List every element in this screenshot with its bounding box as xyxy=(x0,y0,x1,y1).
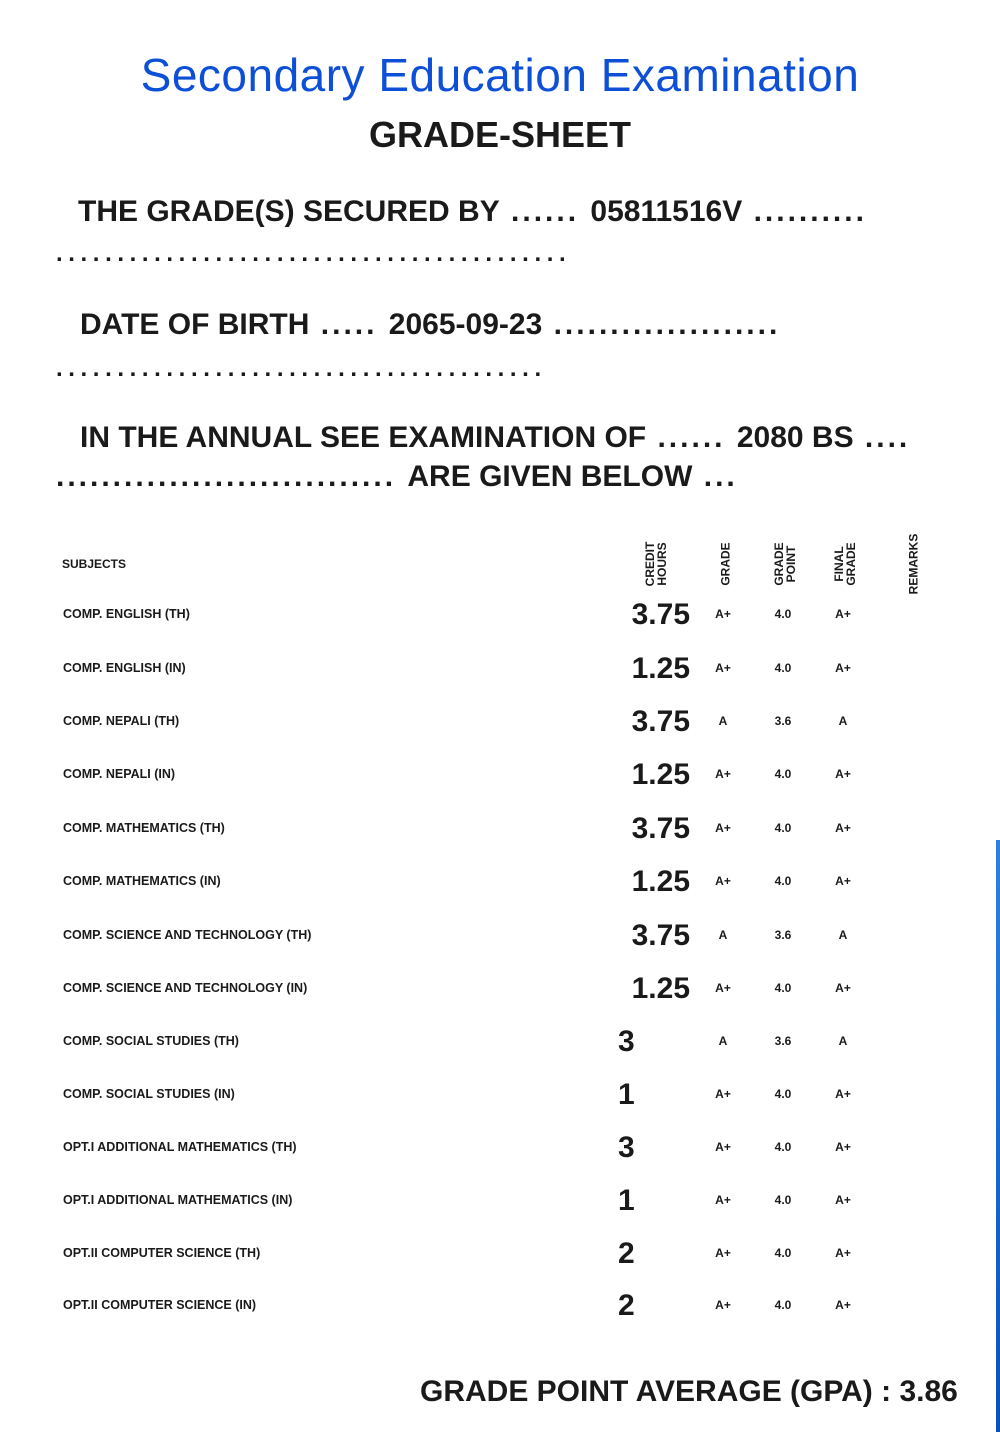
dob-label: DATE OF BIRTH xyxy=(80,308,310,341)
grade-point: 4.0 xyxy=(774,1298,792,1312)
subject-name: OPT.I ADDITIONAL MATHEMATICS (IN) xyxy=(63,1193,293,1207)
header-subjects: SUBJECTS xyxy=(62,557,127,571)
table-row xyxy=(0,702,1000,742)
subject-name: COMP. SCIENCE AND TECHNOLOGY (IN) xyxy=(63,981,308,995)
table-row xyxy=(0,755,1000,795)
header-remarks: REMARKS xyxy=(906,533,921,595)
grade: A+ xyxy=(715,767,731,781)
secured-by-label: THE GRADE(S) SECURED BY xyxy=(78,195,500,228)
grade: A+ xyxy=(715,1246,731,1260)
grade-point: 4.0 xyxy=(774,767,792,781)
table-row xyxy=(0,969,1000,1009)
grade: A xyxy=(718,714,728,728)
grade: A+ xyxy=(715,981,731,995)
final-grade: A+ xyxy=(835,981,851,995)
table-row xyxy=(0,1022,1000,1062)
final-grade: A+ xyxy=(835,1298,851,1312)
grade: A+ xyxy=(715,607,731,621)
table-row xyxy=(0,916,1000,956)
credit-hours: 3.75 xyxy=(631,812,690,845)
final-grade: A+ xyxy=(835,661,851,675)
exam-label: IN THE ANNUAL SEE EXAMINATION OF xyxy=(80,421,647,454)
final-grade: A xyxy=(838,928,848,942)
grade-point: 3.6 xyxy=(774,928,792,942)
subject-name: OPT.I ADDITIONAL MATHEMATICS (TH) xyxy=(63,1140,297,1154)
table-row xyxy=(0,809,1000,849)
gpa-line xyxy=(420,1375,958,1409)
credit-hours: 1.25 xyxy=(631,652,690,685)
subject-name: COMP. MATHEMATICS (TH) xyxy=(63,821,225,835)
grade: A xyxy=(718,1034,728,1048)
page-subtitle: GRADE-SHEET xyxy=(368,114,632,155)
grade-point: 4.0 xyxy=(774,607,792,621)
grade-point: 4.0 xyxy=(774,1246,792,1260)
final-grade: A+ xyxy=(835,1193,851,1207)
grade-point: 4.0 xyxy=(774,1140,792,1154)
dob-value: 2065-09-23 xyxy=(388,308,543,341)
final-grade: A xyxy=(838,1034,848,1048)
credit-hours: 3.75 xyxy=(631,598,690,631)
subject-name: COMP. SOCIAL STUDIES (TH) xyxy=(63,1034,239,1048)
final-grade: A+ xyxy=(835,1140,851,1154)
grade: A+ xyxy=(715,1298,731,1312)
table-row xyxy=(0,1128,1000,1168)
exam-line: IN THE ANNUAL SEE EXAMINATION OF ...... 2080 BS .... xyxy=(80,421,911,454)
dot-filler: ........................................ xyxy=(56,355,547,382)
exam-tail-line: .............................. ARE GIVEN BELOW ... xyxy=(56,460,738,493)
credit-hours: 2 xyxy=(618,1289,635,1322)
final-grade: A+ xyxy=(835,1246,851,1260)
credit-hours: 1.25 xyxy=(631,865,690,898)
final-grade: A+ xyxy=(835,874,851,888)
symbol-number: 05811516V xyxy=(590,195,743,228)
grade-point: 4.0 xyxy=(774,1087,792,1101)
credit-hours: 1 xyxy=(618,1184,635,1217)
credit-hours: 1.25 xyxy=(631,972,690,1005)
table-row xyxy=(0,649,1000,689)
subject-name: COMP. ENGLISH (IN) xyxy=(63,661,186,675)
grade: A+ xyxy=(715,1193,731,1207)
grade: A+ xyxy=(715,1140,731,1154)
subject-name: COMP. SOCIAL STUDIES (IN) xyxy=(63,1087,235,1101)
table-row xyxy=(0,1234,1000,1274)
grade: A+ xyxy=(715,874,731,888)
final-grade: A+ xyxy=(835,767,851,781)
header-grade: GRADE xyxy=(719,542,733,586)
subject-name: OPT.II COMPUTER SCIENCE (TH) xyxy=(63,1246,261,1260)
page-title: Secondary Education Examination xyxy=(140,49,860,101)
credit-hours: 3 xyxy=(618,1131,635,1164)
credit-hours: 1.25 xyxy=(631,758,690,791)
table-row xyxy=(0,1075,1000,1115)
grade-point: 4.0 xyxy=(774,981,792,995)
credit-hours: 3.75 xyxy=(631,919,690,952)
subject-name: COMP. ENGLISH (TH) xyxy=(63,607,190,621)
grade-point: 4.0 xyxy=(774,661,792,675)
grade-point: 4.0 xyxy=(774,1193,792,1207)
header-grade-point: GRADE POINT xyxy=(772,542,798,586)
grade: A xyxy=(718,928,728,942)
grade-point: 4.0 xyxy=(774,874,792,888)
final-grade: A+ xyxy=(835,607,851,621)
header-credit-hours: CREDIT HOURS xyxy=(643,541,669,587)
gpa-label: GRADE POINT AVERAGE (GPA) : xyxy=(420,1375,892,1408)
grade-point: 4.0 xyxy=(774,821,792,835)
table-row xyxy=(0,862,1000,902)
subject-name: COMP. NEPALI (TH) xyxy=(63,714,180,728)
subject-name: OPT.II COMPUTER SCIENCE (IN) xyxy=(63,1298,257,1312)
credit-hours: 3.75 xyxy=(631,705,690,738)
header-final-grade: FINAL GRADE xyxy=(832,542,858,586)
table-row xyxy=(0,595,1000,635)
subject-name: COMP. MATHEMATICS (IN) xyxy=(63,874,221,888)
table-row xyxy=(0,1181,1000,1221)
credit-hours: 3 xyxy=(618,1025,635,1058)
exam-year: 2080 BS xyxy=(736,421,854,454)
grade-point: 3.6 xyxy=(774,714,792,728)
grade: A+ xyxy=(715,821,731,835)
secured-by-line: THE GRADE(S) SECURED BY ...... 05811516V .......... xyxy=(78,195,867,228)
credit-hours: 2 xyxy=(618,1237,635,1270)
dot-filler: .......................................... xyxy=(56,240,572,267)
final-grade: A xyxy=(838,714,848,728)
final-grade: A+ xyxy=(835,821,851,835)
final-grade: A+ xyxy=(835,1087,851,1101)
table-row xyxy=(0,1286,1000,1326)
gpa-value: 3.86 xyxy=(899,1375,958,1408)
grade-point: 3.6 xyxy=(774,1034,792,1048)
grade: A+ xyxy=(715,661,731,675)
subject-name: COMP. NEPALI (IN) xyxy=(63,767,176,781)
exam-tail: ARE GIVEN BELOW xyxy=(407,460,693,493)
grade: A+ xyxy=(715,1087,731,1101)
subject-name: COMP. SCIENCE AND TECHNOLOGY (TH) xyxy=(63,928,312,942)
dob-line: DATE OF BIRTH ..... 2065-09-23 .................... xyxy=(80,308,781,341)
credit-hours: 1 xyxy=(618,1078,635,1111)
